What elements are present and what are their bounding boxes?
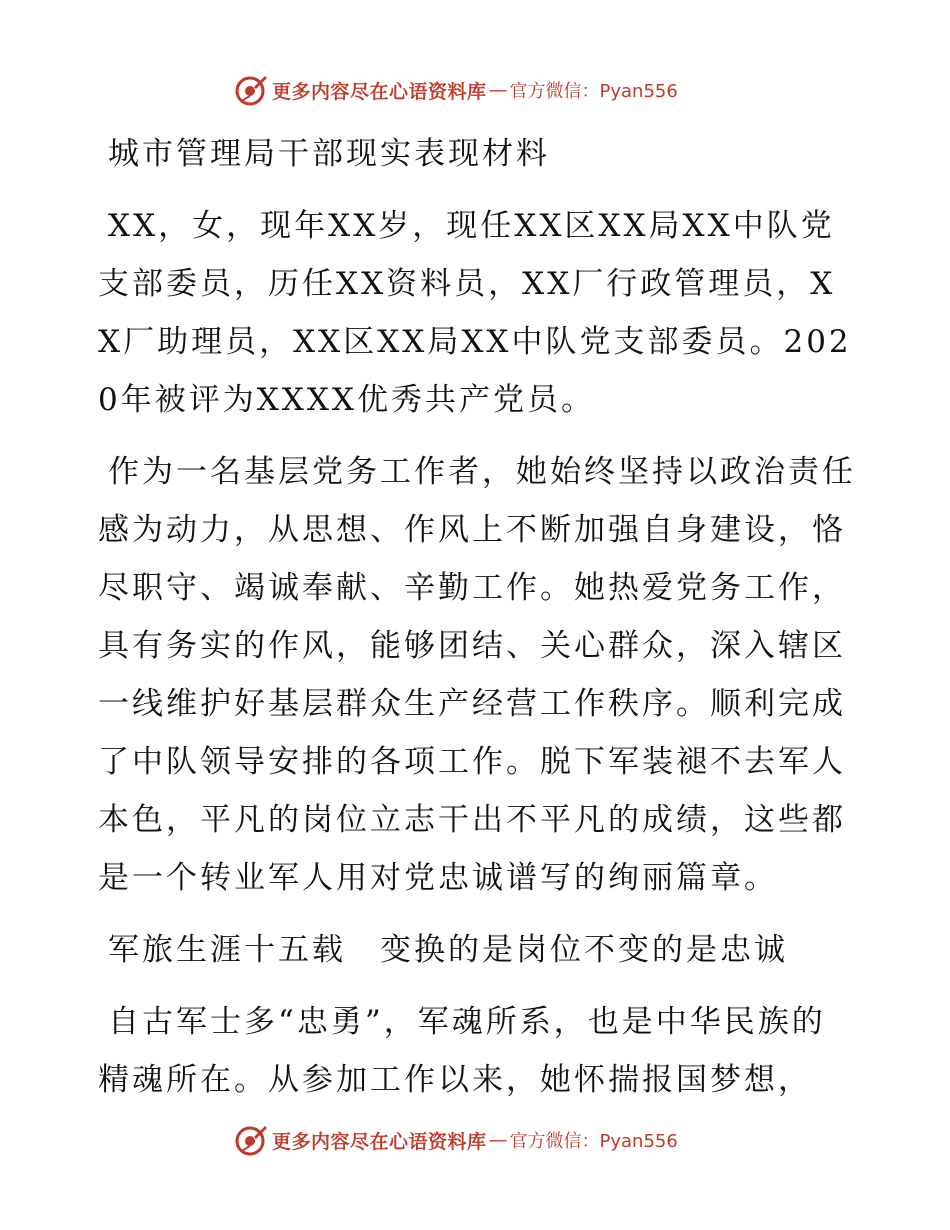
watermark-brand: 更多内容尽在心语资料库 <box>272 1130 487 1153</box>
document-title: 城市管理局干部现实表现材料 <box>108 136 550 172</box>
watermark-brand: 更多内容尽在心语资料库 <box>272 80 487 103</box>
watermark-separator: — <box>488 79 508 101</box>
paragraph-3: 自古军士多“忠勇”，军魂所系，也是中华民族的精魂所在。从参加工作以来，她怀揣报国梦想， <box>98 1004 826 1098</box>
watermark-contact: 官方微信：Pyan556 <box>509 81 678 102</box>
watermark-separator: — <box>488 1129 508 1151</box>
header-watermark <box>232 70 678 110</box>
document-body <box>98 125 858 1123</box>
footer-watermark <box>232 1120 678 1160</box>
section-heading: 军旅生涯十五载 变换的是岗位不变的是忠诚 <box>108 932 788 968</box>
brand-logo-icon <box>232 1122 268 1158</box>
watermark-contact: 官方微信：Pyan556 <box>509 1131 678 1152</box>
paragraph-2: 作为一名基层党务工作者，她始终坚持以政治责任感为动力，从思想、作风上不断加强自身建设，恪尽职守、竭诚奉献、辛勤工作。她热爱党务工作，具有务实的作风，能够团结、关心群众，深入辖区一线维护好基层群众生产经营工作秩序。顺利完成了中队领导安排的各项工作。脱下军装褪不去军人本色，平凡的岗位立志干出不平凡的成绩，这些都是一个转业军人用对党忠诚谱写的绚丽篇章。 <box>98 454 856 896</box>
brand-logo-icon <box>232 72 268 108</box>
paragraph-1: XX，女，现年XX岁，现任XX区XX局XX中队党支部委员，历任XX资料员，XX厂行政管理员，XX厂助理员，XX区XX局XX中队党支部委员。2020年被评为XXXX优秀共产党员。 <box>98 208 852 418</box>
